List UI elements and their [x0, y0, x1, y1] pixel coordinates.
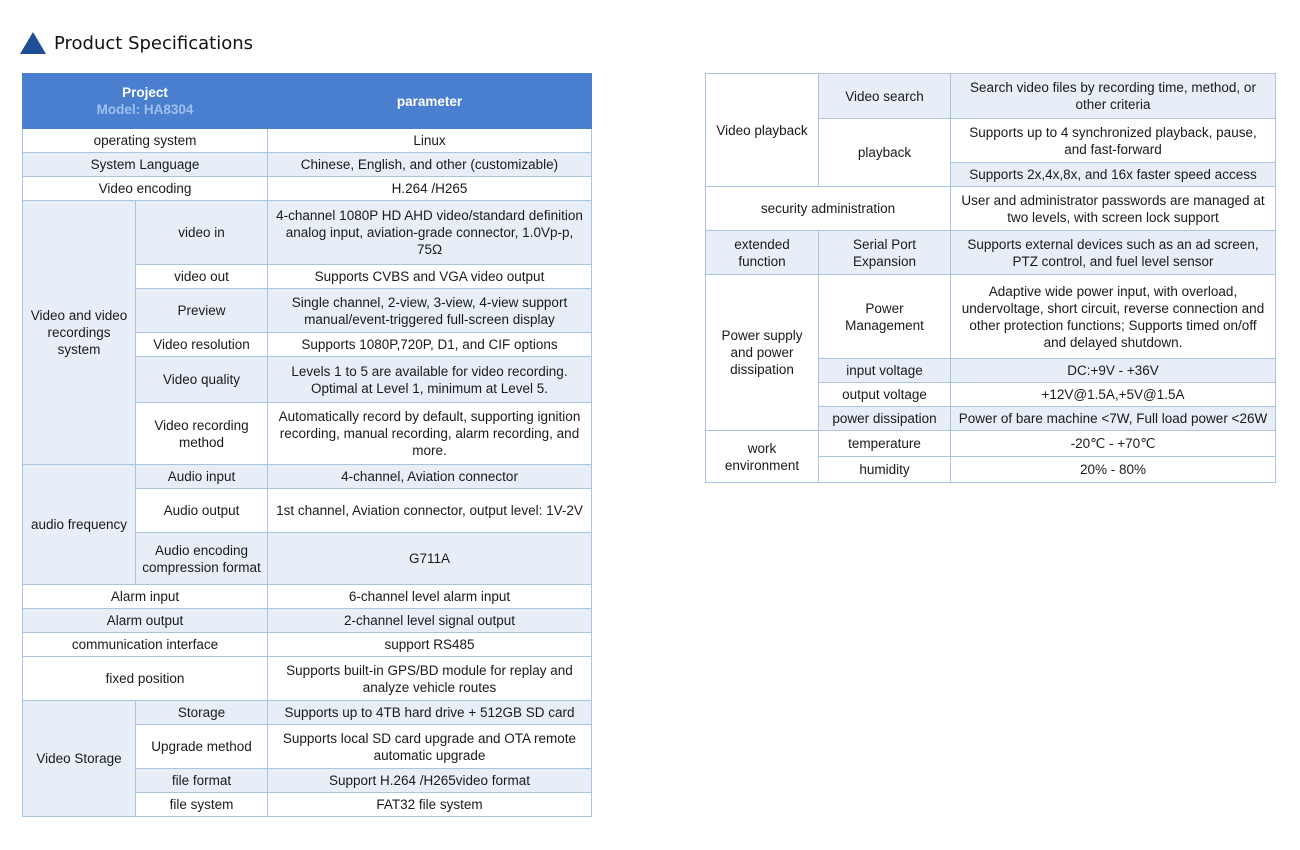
spec-value: FAT32 file system: [268, 793, 592, 817]
spec-value: 2-channel level signal output: [268, 609, 592, 633]
table-row: [23, 657, 592, 701]
table-row: [23, 585, 592, 609]
spec-label: Video encoding: [23, 177, 268, 201]
group-label: extended function: [706, 231, 819, 275]
table-row: [23, 465, 592, 489]
group-label: Video and video recordings system: [23, 201, 136, 465]
table-row: [706, 231, 1276, 275]
header-model: Model: HA8304: [96, 102, 194, 117]
spec-label: operating system: [23, 129, 268, 153]
table-row: [706, 74, 1276, 119]
spec-label: Storage: [136, 701, 268, 725]
table-row: [23, 177, 592, 201]
header-parameter: parameter: [268, 74, 592, 129]
table-row: [23, 201, 592, 265]
spec-value: DC:+9V - +36V: [951, 359, 1276, 383]
group-label: Power supply and power dissipation: [706, 275, 819, 431]
spec-label: Audio encoding compression format: [136, 533, 268, 585]
spec-label: Alarm output: [23, 609, 268, 633]
spec-value: Search video files by recording time, method, or other criteria: [951, 74, 1276, 119]
spec-label: Audio input: [136, 465, 268, 489]
spec-value: 4-channel, Aviation connector: [268, 465, 592, 489]
triangle-icon: [20, 32, 46, 54]
spec-value: 1st channel, Aviation connector, output level: 1V-2V: [268, 489, 592, 533]
spec-value: -20℃ - +70℃: [951, 431, 1276, 457]
spec-value: G711A: [268, 533, 592, 585]
spec-label: humidity: [819, 457, 951, 483]
group-label: Video playback: [706, 74, 819, 187]
spec-label: input voltage: [819, 359, 951, 383]
header-project-cell: [23, 74, 268, 129]
spec-value: Supports CVBS and VGA video output: [268, 265, 592, 289]
heading-title: Product Specifications: [54, 32, 254, 54]
spec-value: Supports external devices such as an ad screen, PTZ control, and fuel level sensor: [951, 231, 1276, 275]
spec-label: Video resolution: [136, 333, 268, 357]
spec-label: video in: [136, 201, 268, 265]
spec-label: video out: [136, 265, 268, 289]
spec-value: Support H.264 /H265video format: [268, 769, 592, 793]
spec-label: output voltage: [819, 383, 951, 407]
spec-label: Alarm input: [23, 585, 268, 609]
spec-value: Supports 1080P,720P, D1, and CIF options: [268, 333, 592, 357]
spec-value: Supports up to 4TB hard drive + 512GB SD card: [268, 701, 592, 725]
spec-label: Power Management: [819, 275, 951, 359]
spec-value: H.264 /H265: [268, 177, 592, 201]
spec-value: Linux: [268, 129, 592, 153]
group-label: Video Storage: [23, 701, 136, 817]
spec-value: Supports built-in GPS/BD module for replay and analyze vehicle routes: [268, 657, 592, 701]
spec-table-left: [22, 73, 592, 817]
spec-label: Preview: [136, 289, 268, 333]
spec-label: System Language: [23, 153, 268, 177]
spec-value: Single channel, 2-view, 3-view, 4-view support manual/event-triggered full-screen display: [268, 289, 592, 333]
spec-value: 20% - 80%: [951, 457, 1276, 483]
spec-label: playback: [819, 119, 951, 187]
table-row: [23, 701, 592, 725]
spec-value: Power of bare machine <7W, Full load power <26W: [951, 407, 1276, 431]
spec-value: Automatically record by default, supporting ignition recording, manual recording, alarm recording, and more.: [268, 403, 592, 465]
spec-label: Serial Port Expansion: [819, 231, 951, 275]
spec-value: Chinese, English, and other (customizable): [268, 153, 592, 177]
spec-label: power dissipation: [819, 407, 951, 431]
spec-value: User and administrator passwords are managed at two levels, with screen lock support: [951, 187, 1276, 231]
spec-label: Video quality: [136, 357, 268, 403]
spec-value: Supports up to 4 synchronized playback, pause, and fast-forward: [951, 119, 1276, 163]
table-row: [706, 431, 1276, 457]
spec-label: Video search: [819, 74, 951, 119]
spec-label: file system: [136, 793, 268, 817]
spec-label: Upgrade method: [136, 725, 268, 769]
spec-value: Supports 2x,4x,8x, and 16x faster speed access: [951, 163, 1276, 187]
group-label: work environment: [706, 431, 819, 483]
section-heading: [20, 32, 253, 54]
spec-label: file format: [136, 769, 268, 793]
table-row: [706, 275, 1276, 359]
table-row: [23, 129, 592, 153]
spec-label: communication interface: [23, 633, 268, 657]
spec-label: temperature: [819, 431, 951, 457]
table-row: [23, 153, 592, 177]
table-header-row: [23, 74, 592, 129]
spec-value: Adaptive wide power input, with overload, undervoltage, short circuit, reverse connection and other protection functions; Supports timed on/off and delayed shutdown.: [951, 275, 1276, 359]
spec-table-right: [705, 73, 1276, 483]
spec-label: security administration: [706, 187, 951, 231]
table-row: [706, 187, 1276, 231]
spec-label: Video recording method: [136, 403, 268, 465]
spec-label: Audio output: [136, 489, 268, 533]
group-label: audio frequency: [23, 465, 136, 585]
spec-value: Supports local SD card upgrade and OTA remote automatic upgrade: [268, 725, 592, 769]
spec-value: support RS485: [268, 633, 592, 657]
spec-value: 6-channel level alarm input: [268, 585, 592, 609]
table-row: [23, 633, 592, 657]
table-row: [23, 609, 592, 633]
spec-value: 4-channel 1080P HD AHD video/standard definition analog input, aviation-grade connector, 1.0Vp-p, 75Ω: [268, 201, 592, 265]
spec-value: Levels 1 to 5 are available for video recording. Optimal at Level 1, minimum at Level 5.: [268, 357, 592, 403]
spec-label: fixed position: [23, 657, 268, 701]
header-project: Project: [122, 85, 168, 100]
spec-value: +12V@1.5A,+5V@1.5A: [951, 383, 1276, 407]
